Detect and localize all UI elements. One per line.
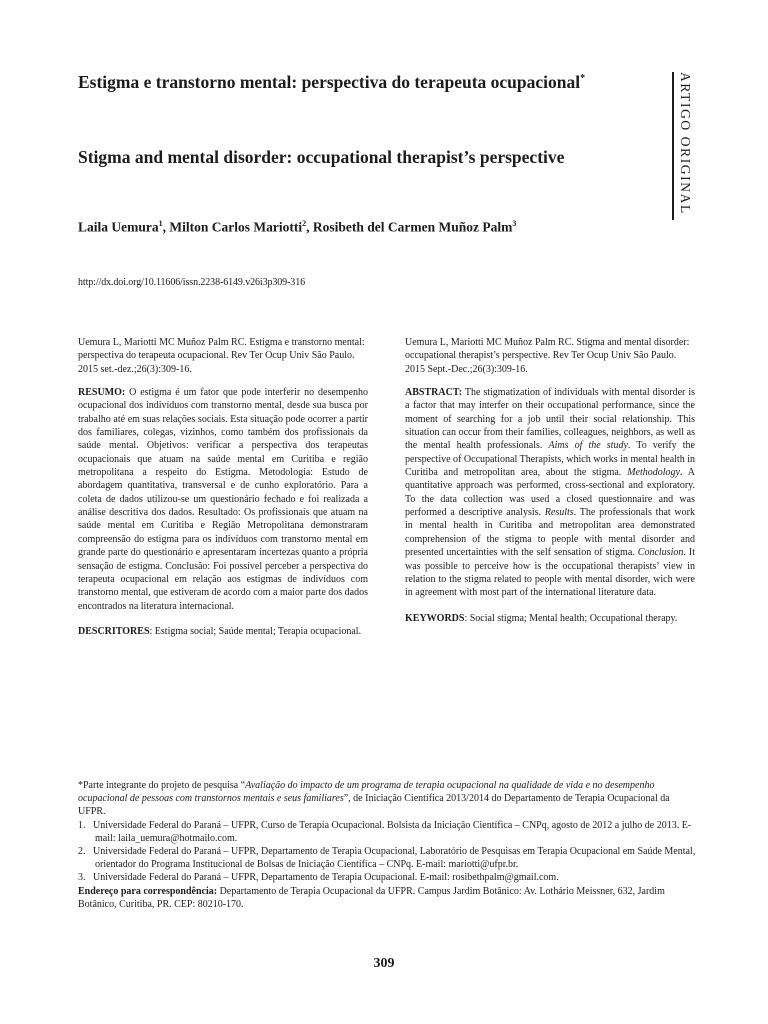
author-list: [78, 219, 658, 236]
footnote-affiliation-3: 3. Universidade Federal do Paraná – UFPR, Departamento de Terapia Ocupacional. E-mail: rosibethpalm@gmail.com.: [78, 872, 559, 884]
footnote-address: [78, 885, 696, 911]
title-footnote-mark: *: [580, 73, 586, 85]
footnote-project: [78, 779, 696, 819]
footnote-address-label: Endereço para correspondência:: [78, 885, 218, 897]
footnote-project-prefix: *Parte integrante do projeto de pesquisa “: [78, 780, 246, 791]
author-separator: ,: [162, 219, 170, 235]
author-1-affiliation: 1: [158, 219, 163, 228]
author-2-affiliation: 2: [302, 219, 307, 228]
abstract-section-heading: Results: [544, 507, 574, 519]
author-separator: ,: [306, 219, 313, 235]
author-3: Rosibeth del Carmen Muñoz Palm: [312, 219, 513, 235]
abstract-section-heading: Aims of the study: [548, 440, 628, 452]
keywords-text: : Social stigma; Mental health; Occupational therapy.: [464, 612, 678, 624]
author-1: Laila Uemura: [78, 219, 159, 235]
abstract-label: ABSTRACT:: [405, 387, 463, 399]
abstract-english: [405, 386, 695, 600]
abstract-section-heading: Conclusion: [637, 547, 684, 559]
abstract-text-segment: . A quantitative approach was performed, cross-sectional and exploratory. To the data collection was used a closed questionnaire and was performed a descriptive analysis.: [405, 467, 695, 519]
citation-portuguese: Uemura L, Mariotti MC Muñoz Palm RC. Estigma e transtorno mental: perspectiva do terapeuta ocupacional. Rev Ter Ocup Univ São Paulo. 2015 set.-dez.;26(3):309-16.: [78, 337, 365, 375]
doi-link[interactable]: http://dx.doi.org/10.11606/issn.2238-6149.v26i3p309-316: [78, 277, 306, 288]
abstract-section-heading: Methodology: [627, 467, 680, 479]
section-label-bar: [672, 72, 694, 220]
title-english: Stigma and mental disorder: occupational therapist’s perspective: [78, 147, 565, 167]
abstract-text-segment: The stigmatization of individuals with mental disorder is a factor that may interfer on their occupational performance, since the moment of searching for a job until their social relationship. This situation can occur from their families, colleagues, neighbors, as well as the mental health professionals.: [405, 387, 695, 452]
abstract-column-english: [405, 336, 695, 625]
keywords-portuguese: [78, 625, 368, 638]
abstract-text-segment: . It was possible to perceive how is the occupational therapists’ view in relation to the stigma related to people with mental disorder, wich were in agreement with most part of the international literature data.: [405, 547, 695, 599]
abstract-column-portuguese: [78, 336, 368, 638]
footnote-affiliation-1: 1. Universidade Federal do Paraná – UFPR, Curso de Terapia Ocupacional. Bolsista da Iniciação Científica – CNPq, agosto de 2012 a julho de 2013. E-mail: laila_uemura@hotmailo.com.: [78, 819, 692, 844]
abstract-text: [405, 387, 695, 598]
title-portuguese: [78, 70, 648, 95]
citation-english: Uemura L, Mariotti MC Muñoz Palm RC. Stigma and mental disorder: occupational therapist’s perspective. Rev Ter Ocup Univ São Paulo. 2015 Sept.-Dec.;26(3):309-16.: [405, 337, 690, 375]
keywords-text: : Estigma social; Saúde mental; Terapia ocupacional.: [149, 625, 362, 637]
footnote-address-text: Departamento de Terapia Ocupacional da UFPR. Campus Jardim Botânico: Av. Lothário Meissner, 632, Jardim Botânico, Curitiba, PR. CEP: 80210-170.: [78, 885, 665, 910]
footnote-project-suffix: ”, de Iniciação Científica 2013/2014 do Departamento de Terapia Ocupacional da UFPR.: [78, 793, 670, 818]
keywords-english: [405, 612, 695, 625]
footnote-affiliation-2: 2. Universidade Federal do Paraná – UFPR, Departamento de Terapia Ocupacional, Laboratório de Pesquisas em Terapia Ocupacional em Saúde Mental, orientador do Programa Institucional de Bolsas de Iniciação Científica – CNPq. E-mail: mariotti@ufpr.br.: [78, 846, 696, 871]
footnotes: [78, 779, 696, 911]
author-3-affiliation: 3: [512, 219, 517, 228]
abstract-label: RESUMO:: [78, 387, 126, 399]
section-label: ARTIGO ORIGINAL: [678, 72, 693, 215]
title-portuguese-text: Estigma e transtorno mental: perspectiva do terapeuta ocupacional: [78, 72, 581, 92]
abstract-text-segment: . The professionals that work in mental health in Curitiba and metropolitan area demonstrated comprehension of the stigma to people with mental disorder and presented uncertainties with the self sensation of stigma.: [405, 507, 695, 559]
page-number: 309: [373, 956, 395, 971]
author-2: Milton Carlos Mariotti: [169, 219, 303, 235]
abstract-text-segment: . To verify the perspective of Occupational Therapists, which works in mental health in Curitiba and metropolitan area, about the stigma.: [405, 440, 695, 479]
keywords-label: DESCRITORES: [78, 625, 150, 637]
keywords-label: KEYWORDS: [405, 612, 465, 624]
abstract-portuguese: [78, 386, 368, 613]
abstract-text: O estigma é um fator que pode interferir no desempenho ocupacional dos indivíduos com transtorno mental, desde sua busca por trabalho até em suas relações sociais. Esta situação pode ocorrer a partir dos familiares, colegas, vizinhos, como também dos profissionais da saúde mental. Objetivos: verificar a perspectiva dos terapeutas ocupacionais que atuam na saúde mental em Curitiba e região metropolitana a respeito do Estigma. Metodologia: Estudo de abordagem quantitativa, transversal e de cunho exploratório. Para a coleta de dados utilizou-se um questionário fechado e foi realizada a análise descritiva dos dados. Resultado: Os profissionais que atuam na saúde mental em Curitiba e Região Metropolitana demonstraram compreensão do estigma para os indivíduos com transtorno mental em grande parte do questionário e apresentaram incertezas quanto a própria sensação de estigma. Conclusão: Foi possível perceber a perspectiva do terapeuta ocupacional em relação aos estigmas de indivíduos com transtorno mental, que estiveram de acordo com a maior parte dos dados encontrados na literatura internacional.: [78, 387, 368, 612]
footnote-project-title: Avaliação do impacto de um programa de terapia ocupacional na qualidade de vida e no desempenho ocupacional de pessoas com transtornos mentais e seus familiares: [78, 780, 655, 805]
